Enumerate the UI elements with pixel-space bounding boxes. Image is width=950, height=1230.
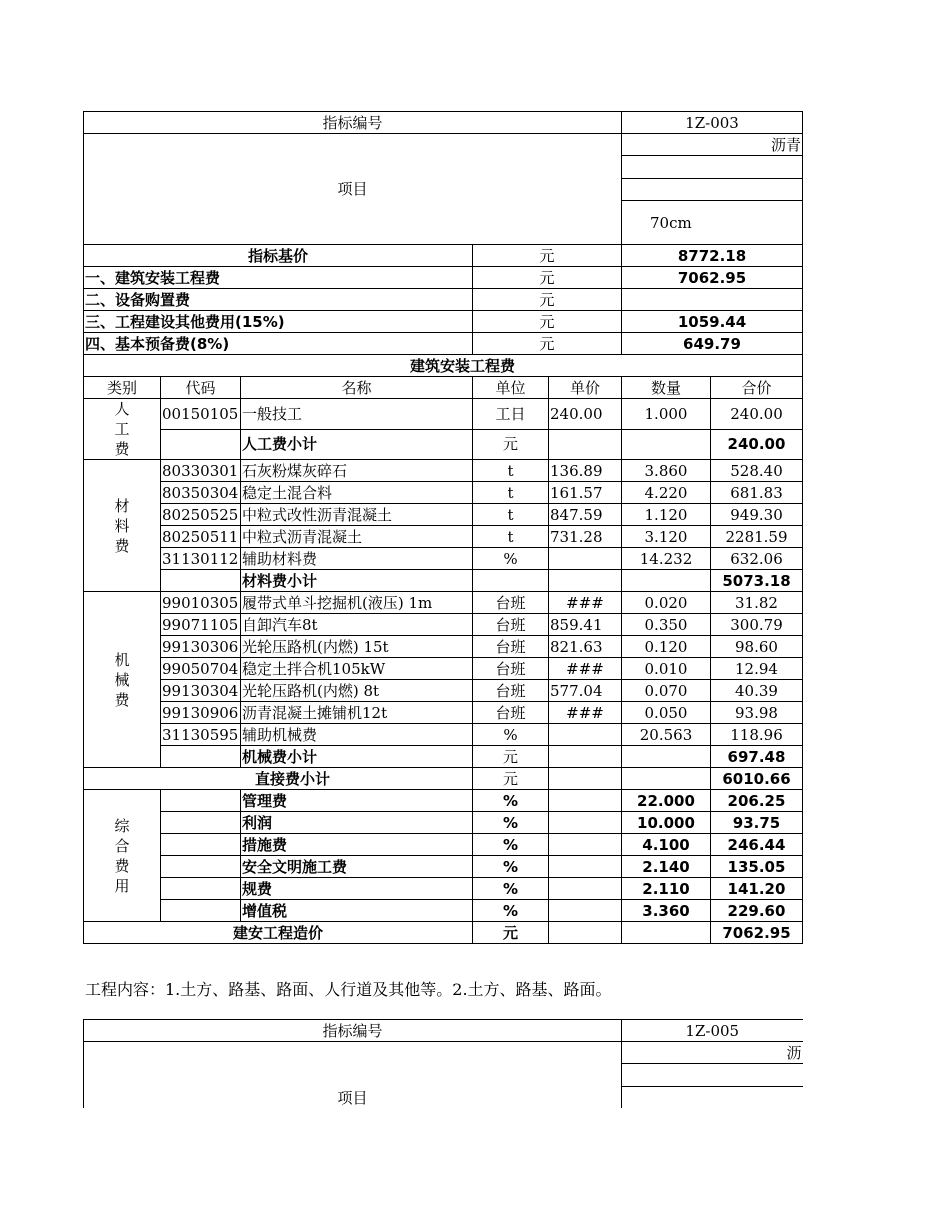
summary-unit: 元 (473, 267, 622, 289)
item-unit: 台班 (473, 592, 549, 614)
summary-row (84, 289, 803, 311)
item-name: 光轮压路机(内燃) 15t (241, 636, 473, 658)
category-machine: 机 械 费 (84, 592, 161, 768)
category-material: 材 料 费 (84, 460, 161, 592)
item-code: 99130304 (161, 680, 241, 702)
index-table-1z005 (83, 1019, 803, 1108)
table-row (84, 460, 803, 482)
item-name: 自卸汽车8t (241, 614, 473, 636)
subtotal-name: 机械费小计 (241, 746, 473, 768)
col-header: 单价 (549, 377, 622, 399)
item-code: 31130112 (161, 548, 241, 570)
summary-value (622, 289, 803, 311)
item-unit: t (473, 460, 549, 482)
item-price: ### (549, 702, 622, 724)
summary-name: 一、建筑安装工程费 (84, 267, 473, 289)
item-qty: 14.232 (622, 548, 711, 570)
item-total: 240.00 (711, 399, 803, 430)
table-row (84, 680, 803, 702)
item-total: 118.96 (711, 724, 803, 746)
col-header: 合价 (711, 377, 803, 399)
item-unit: % (473, 724, 549, 746)
subtotal-total: 240.00 (711, 429, 803, 460)
item-price: 731.28 (549, 526, 622, 548)
table-row (84, 526, 803, 548)
index-code-label: 指标编号 (84, 1020, 622, 1042)
col-header: 数量 (622, 377, 711, 399)
item-code: 99010305 (161, 592, 241, 614)
item-qty: 1.000 (622, 399, 711, 430)
item-name: 石灰粉煤灰碎石 (241, 460, 473, 482)
item-price: 577.04 (549, 680, 622, 702)
item-code: 99071105 (161, 614, 241, 636)
item-name: 增值税 (241, 900, 473, 922)
grand-total-row (84, 922, 803, 944)
item-code: 80330301 (161, 460, 241, 482)
item-price (549, 724, 622, 746)
item-unit: 工日 (473, 399, 549, 430)
item-qty: 0.010 (622, 658, 711, 680)
item-total: 229.60 (711, 900, 803, 922)
item-name: 规费 (241, 878, 473, 900)
table-row (84, 548, 803, 570)
direct-subtotal-unit: 元 (473, 768, 549, 790)
project-desc-3 (622, 1086, 803, 1108)
subtotal-name: 材料费小计 (241, 570, 473, 592)
table-row (84, 812, 803, 834)
project-desc-4: 70cm (622, 201, 803, 245)
direct-subtotal-total: 6010.66 (711, 768, 803, 790)
item-price: 240.00 (549, 399, 622, 430)
subtotal-row (84, 570, 803, 592)
item-total: 93.98 (711, 702, 803, 724)
item-unit: % (473, 900, 549, 922)
col-header: 名称 (241, 377, 473, 399)
table-row (84, 614, 803, 636)
table-row (84, 856, 803, 878)
item-unit: % (473, 878, 549, 900)
col-header: 代码 (161, 377, 241, 399)
item-code: 99130906 (161, 702, 241, 724)
summary-value: 1059.44 (622, 311, 803, 333)
subtotal-row (84, 429, 803, 460)
table-row (84, 790, 803, 812)
item-qty: 4.100 (622, 834, 711, 856)
summary-row (84, 333, 803, 355)
item-unit: 台班 (473, 636, 549, 658)
table-row (84, 636, 803, 658)
item-price (549, 548, 622, 570)
summary-unit: 元 (473, 245, 622, 267)
subtotal-total: 697.48 (711, 746, 803, 768)
item-qty: 0.050 (622, 702, 711, 724)
item-code: 00150105 (161, 399, 241, 430)
section-title: 建筑安装工程费 (84, 355, 803, 377)
item-unit: % (473, 790, 549, 812)
item-qty: 22.000 (622, 790, 711, 812)
item-code: 99050704 (161, 658, 241, 680)
item-qty: 2.110 (622, 878, 711, 900)
summary-name: 二、设备购置费 (84, 289, 473, 311)
item-name: 稳定土拌合机105kW (241, 658, 473, 680)
item-unit: t (473, 482, 549, 504)
item-qty: 10.000 (622, 812, 711, 834)
item-unit: % (473, 834, 549, 856)
table-row (84, 878, 803, 900)
item-name: 管理费 (241, 790, 473, 812)
item-qty: 4.220 (622, 482, 711, 504)
summary-unit: 元 (473, 333, 622, 355)
item-name: 一般技工 (241, 399, 473, 430)
project-desc-1: 沥 (622, 1042, 803, 1064)
work-content-note: 工程内容：1.土方、路基、路面、人行道及其他等。2.土方、路基、路面。 (85, 980, 612, 999)
item-qty: 0.120 (622, 636, 711, 658)
summary-row (84, 267, 803, 289)
col-header: 类别 (84, 377, 161, 399)
item-unit: t (473, 526, 549, 548)
item-total: 12.94 (711, 658, 803, 680)
direct-subtotal-name: 直接费小计 (84, 768, 473, 790)
index-code-value: 1Z-003 (622, 112, 803, 134)
table-row (84, 399, 803, 430)
item-qty: 2.140 (622, 856, 711, 878)
summary-name: 三、工程建设其他费用(15%) (84, 311, 473, 333)
summary-name: 四、基本预备费(8%) (84, 333, 473, 355)
item-unit: % (473, 812, 549, 834)
category-labor: 人 工 费 (84, 399, 161, 460)
category-misc: 综 合 费 用 (84, 790, 161, 922)
item-price: 136.89 (549, 460, 622, 482)
item-total: 632.06 (711, 548, 803, 570)
item-unit: % (473, 548, 549, 570)
item-unit: 台班 (473, 614, 549, 636)
item-code: 80250525 (161, 504, 241, 526)
item-name: 中粒式沥青混凝土 (241, 526, 473, 548)
item-total: 93.75 (711, 812, 803, 834)
item-code: 31130595 (161, 724, 241, 746)
table-row (84, 592, 803, 614)
grand-total-value: 7062.95 (711, 922, 803, 944)
item-name: 措施费 (241, 834, 473, 856)
item-unit: 台班 (473, 658, 549, 680)
table-row (84, 702, 803, 724)
summary-value: 649.79 (622, 333, 803, 355)
item-price: ### (549, 592, 622, 614)
index-code-value: 1Z-005 (622, 1020, 803, 1042)
item-total: 246.44 (711, 834, 803, 856)
item-qty: 0.350 (622, 614, 711, 636)
item-name: 履带式单斗挖掘机(液压) 1m (241, 592, 473, 614)
item-name: 辅助机械费 (241, 724, 473, 746)
item-qty: 3.120 (622, 526, 711, 548)
item-price: ### (549, 658, 622, 680)
subtotal-row (84, 746, 803, 768)
subtotal-unit: 元 (473, 429, 549, 460)
index-table-1z003 (83, 111, 803, 944)
item-total: 949.30 (711, 504, 803, 526)
summary-unit: 元 (473, 289, 622, 311)
item-total: 681.83 (711, 482, 803, 504)
item-total: 135.05 (711, 856, 803, 878)
item-total: 2281.59 (711, 526, 803, 548)
item-code: 80250511 (161, 526, 241, 548)
item-name: 光轮压路机(内燃) 8t (241, 680, 473, 702)
item-price: 821.63 (549, 636, 622, 658)
item-price: 161.57 (549, 482, 622, 504)
index-code-label: 指标编号 (84, 112, 622, 134)
subtotal-row (84, 768, 803, 790)
item-qty: 1.120 (622, 504, 711, 526)
item-code: 80350304 (161, 482, 241, 504)
item-qty: 20.563 (622, 724, 711, 746)
table-row (84, 482, 803, 504)
item-name: 辅助材料费 (241, 548, 473, 570)
item-name: 利润 (241, 812, 473, 834)
item-name: 稳定土混合料 (241, 482, 473, 504)
item-qty: 0.020 (622, 592, 711, 614)
project-desc-1: 沥青 (622, 134, 803, 156)
item-price: 859.41 (549, 614, 622, 636)
item-unit: t (473, 504, 549, 526)
project-desc-2 (622, 156, 803, 178)
item-total: 528.40 (711, 460, 803, 482)
summary-name: 指标基价 (84, 245, 473, 267)
summary-value: 8772.18 (622, 245, 803, 267)
subtotal-total: 5073.18 (711, 570, 803, 592)
item-total: 98.60 (711, 636, 803, 658)
summary-row (84, 245, 803, 267)
summary-unit: 元 (473, 311, 622, 333)
summary-row (84, 311, 803, 333)
project-desc-3 (622, 178, 803, 200)
subtotal-name: 人工费小计 (241, 429, 473, 460)
table-row (84, 504, 803, 526)
summary-value: 7062.95 (622, 267, 803, 289)
item-code: 99130306 (161, 636, 241, 658)
item-qty: 3.360 (622, 900, 711, 922)
item-unit: 台班 (473, 702, 549, 724)
item-name: 安全文明施工费 (241, 856, 473, 878)
grand-total-name: 建安工程造价 (84, 922, 473, 944)
col-header: 单位 (473, 377, 549, 399)
item-qty: 0.070 (622, 680, 711, 702)
table-row (84, 834, 803, 856)
project-desc-2 (622, 1064, 803, 1086)
item-total: 31.82 (711, 592, 803, 614)
project-label: 项目 (84, 1042, 622, 1109)
item-name: 中粒式改性沥青混凝土 (241, 504, 473, 526)
project-label: 项目 (84, 134, 622, 245)
table-row (84, 900, 803, 922)
item-qty: 3.860 (622, 460, 711, 482)
item-name: 沥青混凝土摊铺机12t (241, 702, 473, 724)
item-total: 141.20 (711, 878, 803, 900)
item-price: 847.59 (549, 504, 622, 526)
subtotal-unit (473, 570, 549, 592)
subtotal-unit: 元 (473, 746, 549, 768)
table-row (84, 658, 803, 680)
item-total: 40.39 (711, 680, 803, 702)
item-total: 300.79 (711, 614, 803, 636)
item-total: 206.25 (711, 790, 803, 812)
table-row (84, 724, 803, 746)
column-header-row (84, 377, 803, 399)
item-unit: % (473, 856, 549, 878)
grand-total-unit: 元 (473, 922, 549, 944)
item-unit: 台班 (473, 680, 549, 702)
